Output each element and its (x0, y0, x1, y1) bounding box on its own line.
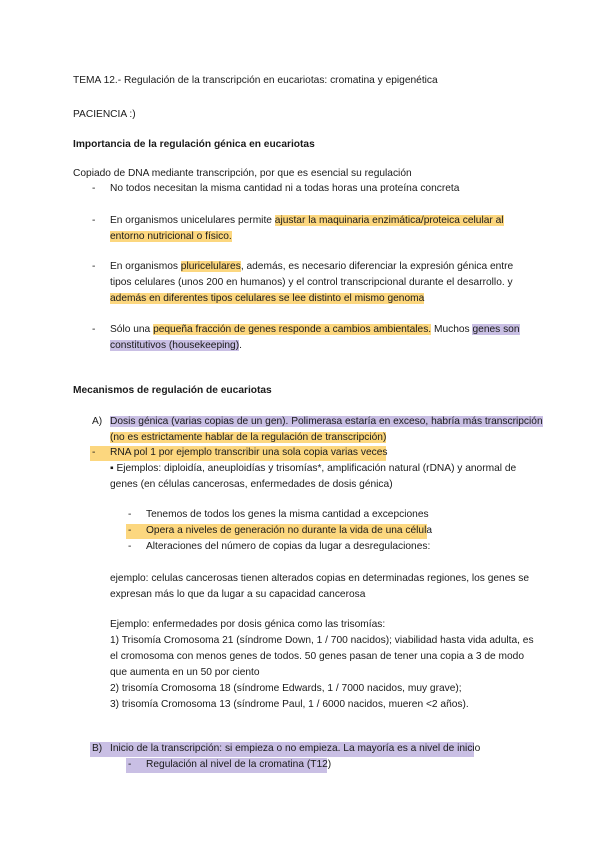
highlight-yellow: pequeña fracción de genes responde a cambios ambientales. (153, 324, 432, 335)
trisomy-line: 2) trisomía Cromosoma 18 (síndrome Edwards, 1 / 7000 nacidos, muy grave); (110, 683, 462, 694)
item-a-line1 (110, 414, 543, 430)
sub-dash: - (128, 509, 132, 520)
paragraph-line: ejemplo: celulas cancerosas tienen alterados copias en determinadas regiones, los genes se (110, 573, 530, 584)
bullet-dash: - (92, 183, 96, 194)
section-intro: Copiado de DNA mediante transcripción, por que es esencial su regulación (73, 168, 412, 179)
highlight-yellow: pluricelulares (180, 261, 241, 272)
list-label-b: B) (92, 743, 103, 754)
highlight-yellow: entorno nutricional o físico. (110, 231, 232, 242)
section-heading-mecanismos: Mecanismos de regulación de eucariotas (73, 385, 272, 396)
paragraph-line: Ejemplo: enfermedades por dosis génica como las trisomías: (110, 619, 386, 630)
sub-dash: - (128, 525, 132, 536)
sub-item-1: Tenemos de todos los genes la misma cantidad a excepciones (146, 509, 429, 520)
bullet-text: No todos necesitan la misma cantidad ni a todas horas una proteína concreta (110, 183, 460, 194)
item-b-line: Inicio de la transcripción: si empieza o no empieza. La mayoría es a nivel de inicio (110, 743, 481, 754)
bullet-text: En organismos pluricelulares, además, es necesario diferenciar la expresión génica entre (110, 261, 514, 272)
examples-line2: genes (en células cancerosas, enfermedades de dosis génica) (110, 479, 393, 490)
sub-item-cromatina: Regulación al nivel de la cromatina (T12) (146, 759, 332, 770)
list-label-a: A) (92, 416, 103, 427)
highlight-purple: constitutivos (housekeeping) (110, 340, 240, 351)
document-title: TEMA 12.- Regulación de la transcripción en eucariotas: cromatina y epigenética (73, 75, 438, 86)
trisomy-line: 3) trisomía Cromosoma 13 (síndrome Paul, 1 / 6000 nacidos, mueren <2 años). (110, 699, 469, 710)
highlight-purple: Dosis génica (varias copias de un gen). Polimerasa estaría en exceso, habría más transcripción (110, 416, 543, 427)
examples-line1: ▪ Ejemplos: diploidía, aneuploidías y trisomías*, amplificación natural (rDNA) y anormal de (110, 463, 517, 474)
bullet-dash: - (92, 324, 96, 335)
bullet-text-cont (110, 229, 232, 245)
bullet-text-cont (110, 291, 424, 307)
bullet-text-cont: constitutivos (housekeeping). (110, 340, 242, 351)
bullet-text: En organismos unicelulares permite ajustar la maquinaria enzimática/proteica celular al (110, 215, 504, 226)
paragraph-line: expresan más lo que da lugar a su capacidad cancerosa (110, 589, 366, 600)
sub-item-2: Opera a niveles de generación no durante la vida de una célula (146, 525, 433, 536)
bullet-text-cont: tipos celulares (unos 200 en humanos) y el control transcripcional durante el desarrollo. y (110, 277, 513, 288)
sub-item-3: Alteraciones del número de copias da lugar a desregulaciones: (146, 541, 431, 552)
trisomy-line: el cromosoma con menos genes de todos. 50 genes pasan de tener una copia a 3 de modo (110, 651, 525, 662)
highlight-yellow: (no es estrictamente hablar de la regulación de transcripción) (110, 432, 387, 443)
section-heading-importancia: Importancia de la regulación génica en eucariotas (73, 139, 315, 150)
sub-dash: - (128, 541, 132, 552)
document-subtitle: PACIENCIA :) (73, 109, 136, 120)
highlight-yellow: además en diferentes tipos celulares se lee distinto el mismo genoma (110, 293, 425, 304)
rna-pol-line: RNA pol 1 por ejemplo transcribir una sola copia varias veces (110, 447, 388, 458)
bullet-dash: - (92, 447, 96, 458)
item-a-line2 (110, 430, 386, 446)
sub-dash: - (128, 759, 132, 770)
trisomy-line: que aumenta en un 50 por ciento (110, 667, 260, 678)
highlight-yellow: ajustar la maquinaria enzimática/proteica celular al (274, 215, 504, 226)
bullet-dash: - (92, 261, 96, 272)
highlight-purple: genes son (472, 324, 520, 335)
trisomy-line: 1) Trisomía Cromosoma 21 (síndrome Down, 1 / 700 nacidos); viabilidad hasta vida adulta, es (110, 635, 534, 646)
bullet-dash: - (92, 215, 96, 226)
bullet-text: Sólo una pequeña fracción de genes responde a cambios ambientales. Muchos genes son (110, 324, 520, 335)
